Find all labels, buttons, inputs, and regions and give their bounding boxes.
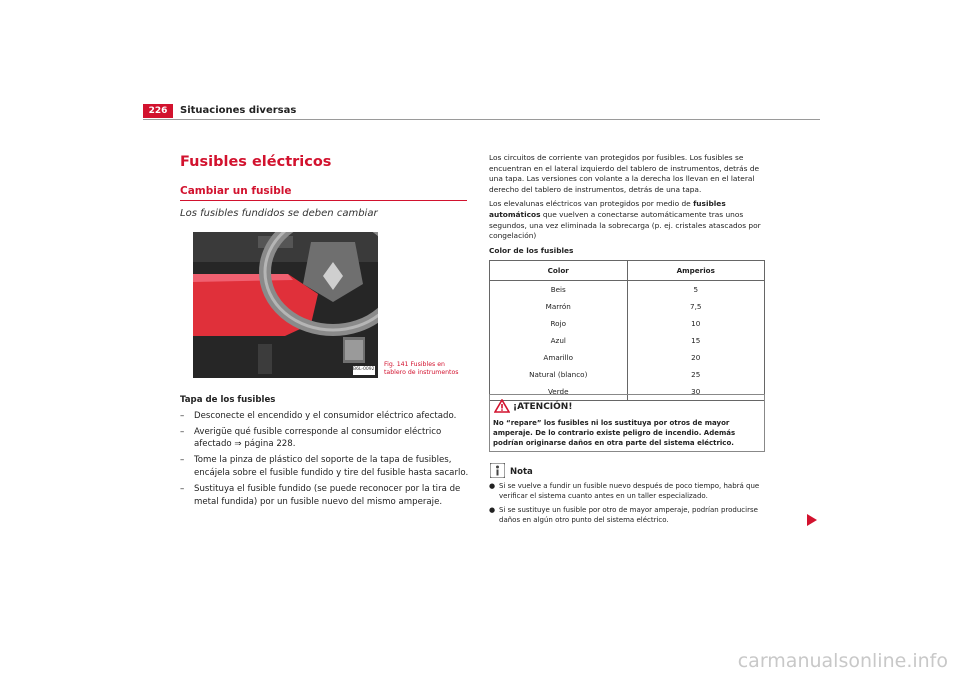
header-rule: [143, 119, 820, 120]
steps-title: Tapa de los fusibles: [180, 395, 276, 405]
table-row: [490, 349, 765, 366]
para-text: que vuelven a conectarse automáticamente tras unos segundos, una vez eliminada la sobrecarga (p. ej. cristales atascados por congelación): [489, 209, 761, 241]
step-text: Tome la pinza de plástico del soporte de la tapa de fusibles, encájela sobre el fusible fundido y tire del fusible hasta sacarlo.: [194, 455, 469, 478]
cell-amps: 7,5: [690, 302, 702, 311]
note-icon: [490, 463, 505, 478]
table-row: [490, 366, 765, 383]
table-header-row: [490, 261, 765, 281]
watermark: carmanualsonline.info: [737, 650, 948, 672]
note-text: Si se vuelve a fundir un fusible nuevo después de poco tiempo, habrá que verificar el sistema cuanto antes en un taller especializado.: [499, 482, 760, 501]
cell-color: Natural (blanco): [490, 366, 628, 383]
figure-caption: [384, 361, 474, 377]
table-row: [490, 298, 765, 315]
step-text: Sustituya el fusible fundido (se puede reconocer por la tira de metal fundida) por un fusible nuevo del mismo amperaje.: [194, 483, 461, 507]
next-page-arrow-icon[interactable]: [807, 514, 817, 526]
figure-caption-line2: tablero de instrumentos: [384, 369, 459, 376]
cell-amps: 5: [693, 285, 699, 294]
cell-amps: 15: [691, 336, 701, 345]
para-bold: fusibles automáticos: [489, 199, 726, 219]
cell-amps: 20: [691, 353, 701, 362]
step-text: Averigüe qué fusible corresponde al consumidor eléctrico afectado ⇒ página 228.: [194, 426, 442, 450]
col-header-amps: Amperios: [627, 261, 765, 281]
dashboard-fuse-figure: [193, 232, 378, 378]
cell-amps: 10: [691, 319, 701, 328]
steps-block: [180, 394, 470, 508]
step-item: – Averigüe qué fusible corresponde al consumidor eléctrico afectado ⇒ página 228.: [180, 426, 470, 452]
lead-text: Los fusibles fundidos se deben cambiar: [180, 208, 378, 219]
note-item: ● Si se sustituye un fusible por otro de mayor amperaje, podrían producirse daños en algún otro punto del sistema eléctrico.: [489, 505, 769, 526]
intro-paragraph: Los circuitos de corriente van protegidos por fusibles. Los fusibles se encuentran en el lateral izquierdo del tablero de instrumentos, detrás de una tapa. Las versiones con volante a la derecha los llevan en el lateral derecho del tablero de instrumentos, detrás de una tapa.: [489, 153, 760, 194]
step-item: – Desconecte el encendido y el consumidor eléctrico afectado.: [180, 410, 457, 421]
cell-color: Marrón: [490, 298, 628, 315]
note-text: Si se sustituye un fusible por otro de mayor amperaje, podrían producirse daños en algún otro punto del sistema eléctrico.: [499, 505, 758, 524]
col-header-color: Color: [490, 261, 628, 281]
warning-title: ¡ATENCIÓN!: [513, 402, 573, 412]
note-body: [489, 481, 769, 528]
table-title: Color de los fusibles: [489, 245, 574, 255]
warning-triangle-icon: [494, 399, 510, 413]
cell-color: Azul: [490, 332, 628, 349]
note-title: Nota: [510, 467, 533, 477]
subtitle-rule: [180, 200, 467, 201]
figure-caption-line1: Fig. 141 Fusibles en: [384, 361, 445, 368]
running-title: Situaciones diversas: [180, 105, 297, 116]
cell-color: Verde: [490, 383, 628, 401]
section-title: Fusibles eléctricos: [180, 154, 332, 170]
note-item: ● Si se vuelve a fundir un fusible nuevo después de poco tiempo, habrá que verificar el sistema cuanto antes en un taller especializado.: [489, 481, 769, 502]
dashboard-illustration: [193, 232, 378, 378]
table-row: [490, 315, 765, 332]
cell-color: Amarillo: [490, 349, 628, 366]
table-row: [490, 281, 765, 299]
para-text: Los elevalunas eléctricos van protegidos por medio de: [489, 199, 694, 209]
fuse-color-table: [489, 260, 765, 401]
right-column-text: [489, 153, 767, 260]
elevalunas-paragraph: [489, 199, 767, 241]
table-row: [490, 332, 765, 349]
warning-text: No “repare” los fusibles ni los sustituya por otros de mayor amperaje. De lo contrario existe peligro de incendio. Además podrían originarse daños en otra parte del sistema eléctrico.: [493, 419, 736, 447]
cell-color: Beis: [490, 281, 628, 299]
cell-amps: 25: [691, 370, 701, 379]
section-subtitle: Cambiar un fusible: [180, 185, 292, 197]
cell-color: Rojo: [490, 315, 628, 332]
step-item: – Sustituya el fusible fundido (se puede reconocer por la tira de metal fundida) por un fusible nuevo del mismo amperaje.: [180, 483, 470, 509]
step-item: – Tome la pinza de plástico del soporte de la tapa de fusibles, encájela sobre el fusible fundido y tire del fusible hasta sacarlo.: [180, 455, 469, 478]
page-number: 226: [143, 104, 173, 118]
step-text: Desconecte el encendido y el consumidor eléctrico afectado.: [194, 410, 457, 421]
figure-code: B6L-0092: [353, 367, 375, 372]
cell-amps: 30: [691, 387, 701, 396]
